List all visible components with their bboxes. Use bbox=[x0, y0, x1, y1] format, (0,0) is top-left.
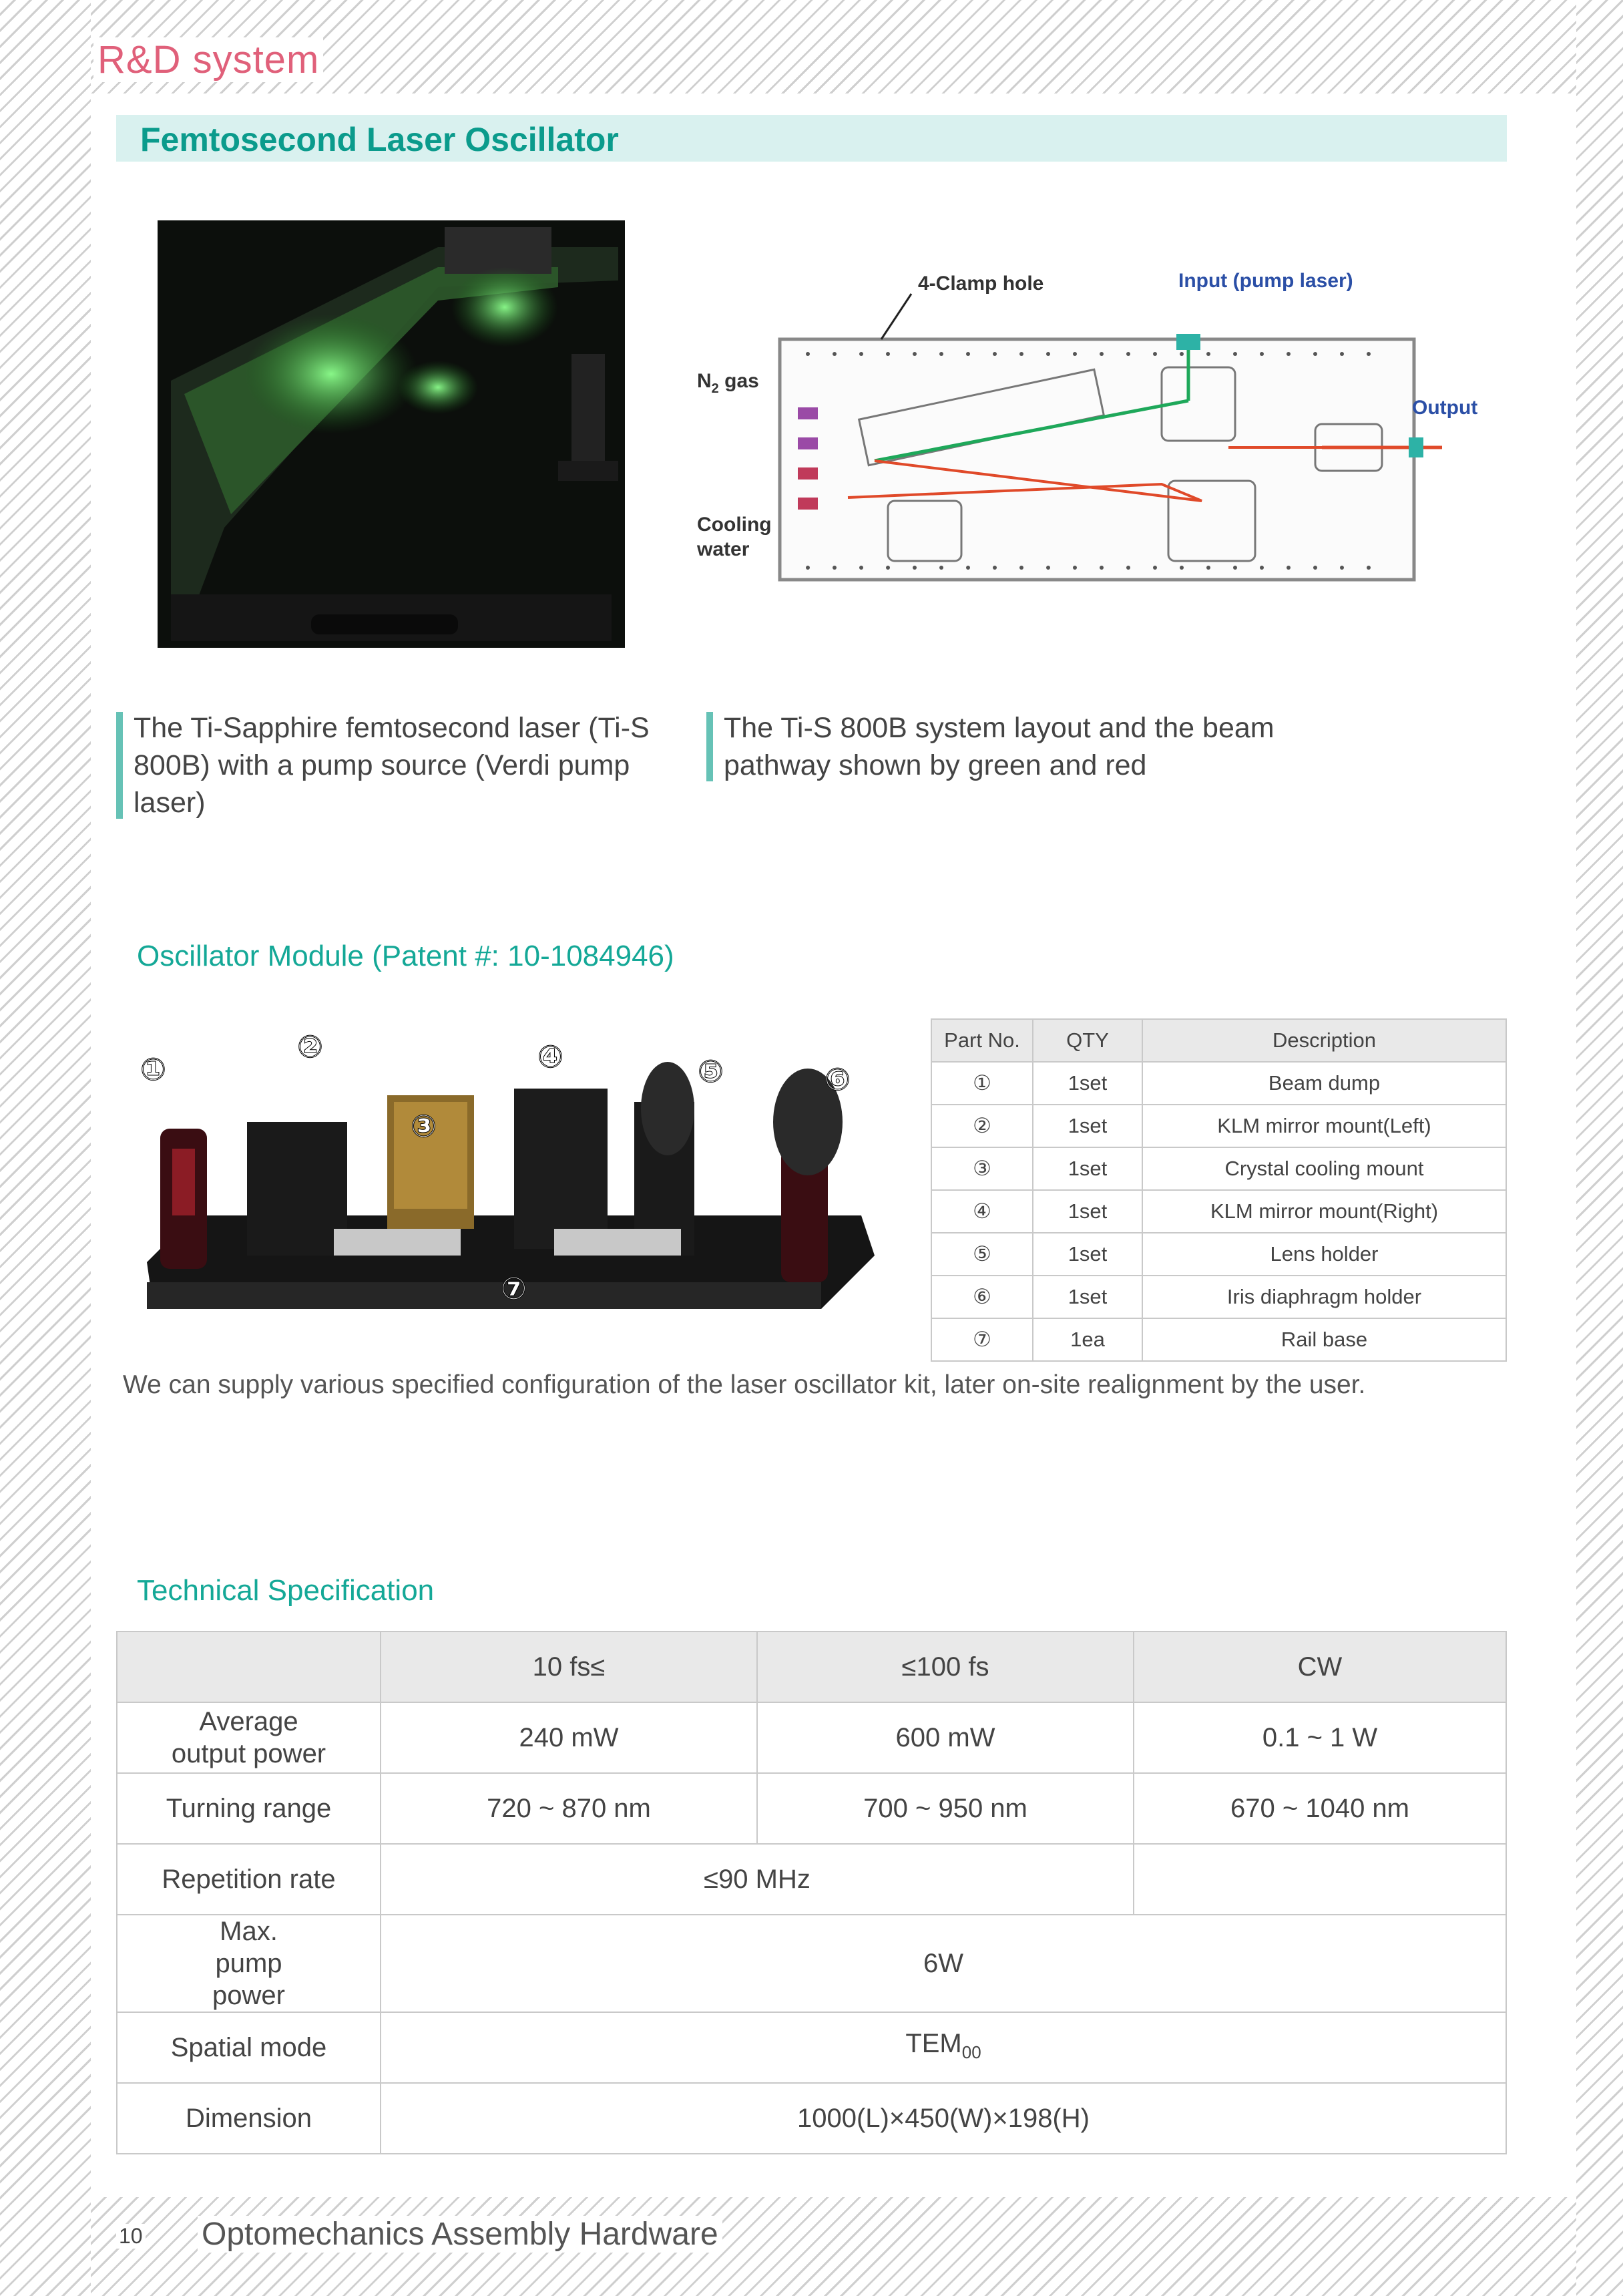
qty-cell: 1set bbox=[1033, 1062, 1142, 1105]
spec-value: 1000(L)×450(W)×198(H) bbox=[381, 2083, 1506, 2154]
part-no-cell: ⑦ bbox=[931, 1318, 1033, 1361]
page-title: Femtosecond Laser Oscillator bbox=[140, 121, 619, 158]
spec-value-cw-empty bbox=[1134, 1844, 1506, 1915]
spec-label: Turning range bbox=[117, 1773, 381, 1844]
table-row bbox=[931, 1276, 1506, 1318]
oscillator-module-heading: Oscillator Module (Patent #: 10-1084946) bbox=[137, 940, 674, 972]
spec-value: 720 ~ 870 nm bbox=[381, 1773, 757, 1844]
parts-header-description: Description bbox=[1142, 1019, 1506, 1062]
spec-row-average-power bbox=[117, 1702, 1506, 1773]
spec-label: Repetition rate bbox=[117, 1844, 381, 1915]
spec-value: 600 mW bbox=[757, 1702, 1134, 1773]
spec-row-repetition-rate bbox=[117, 1844, 1506, 1915]
n2-gas-label: $N_2$ gas bbox=[697, 370, 759, 396]
caption-layout-diagram: The Ti-S 800B system layout and the beam pathway shown by green and red bbox=[706, 709, 1365, 784]
spatial-mode-main: TEM bbox=[905, 2028, 962, 2058]
spec-table bbox=[116, 1631, 1507, 2154]
table-row bbox=[931, 1147, 1506, 1190]
module-marker-7: ⑦ bbox=[501, 1270, 527, 1306]
spec-row-dimension bbox=[117, 2083, 1506, 2154]
part-no-cell: ⑤ bbox=[931, 1233, 1033, 1276]
table-row bbox=[931, 1318, 1506, 1361]
spec-value: 670 ~ 1040 nm bbox=[1134, 1773, 1506, 1844]
cooling-label-line1: Cooling bbox=[697, 514, 772, 536]
module-marker-5: ⑤ bbox=[698, 1053, 724, 1089]
spec-header-cw: CW bbox=[1134, 1632, 1506, 1702]
part-no-cell: ④ bbox=[931, 1190, 1033, 1233]
module-marker-2: ② bbox=[297, 1028, 323, 1065]
module-marker-3: ③ bbox=[411, 1108, 437, 1144]
spec-row-tuning-range bbox=[117, 1773, 1506, 1844]
laser-photo-illustration bbox=[158, 220, 625, 648]
qty-cell: 1ea bbox=[1033, 1318, 1142, 1361]
table-row bbox=[931, 1105, 1506, 1147]
spec-header-row bbox=[117, 1632, 1506, 1702]
clamp-hole-label: 4-Clamp hole bbox=[918, 272, 1044, 295]
table-row bbox=[931, 1190, 1506, 1233]
spec-value: 0.1 ~ 1 W bbox=[1134, 1702, 1506, 1773]
spec-header-10fs: 10 fs≤ bbox=[381, 1632, 757, 1702]
qty-cell: 1set bbox=[1033, 1147, 1142, 1190]
table-row bbox=[931, 1062, 1506, 1105]
spec-label: Max. pump power bbox=[117, 1915, 381, 2012]
title-band bbox=[116, 115, 1507, 162]
description-cell: Beam dump bbox=[1142, 1062, 1506, 1105]
system-layout-diagram bbox=[681, 260, 1489, 594]
part-no-cell: ③ bbox=[931, 1147, 1033, 1190]
brand-label: R&D system bbox=[93, 37, 323, 82]
spec-value bbox=[381, 2012, 1506, 2083]
parts-header-part-no: Part No. bbox=[931, 1019, 1033, 1062]
qty-cell: 1set bbox=[1033, 1105, 1142, 1147]
description-cell: Lens holder bbox=[1142, 1233, 1506, 1276]
spec-value: 700 ~ 950 nm bbox=[757, 1773, 1134, 1844]
description-cell: Crystal cooling mount bbox=[1142, 1147, 1506, 1190]
description-cell: KLM mirror mount(Left) bbox=[1142, 1105, 1506, 1147]
spec-row-pump-power bbox=[117, 1915, 1506, 2012]
hatched-margin-right bbox=[1576, 0, 1623, 2296]
part-no-cell: ② bbox=[931, 1105, 1033, 1147]
spec-value: 240 mW bbox=[381, 1702, 757, 1773]
footer-title: Optomechanics Assembly Hardware bbox=[198, 2216, 722, 2253]
spec-header-blank bbox=[117, 1632, 381, 1702]
spec-label: Spatial mode bbox=[117, 2012, 381, 2083]
description-cell: KLM mirror mount(Right) bbox=[1142, 1190, 1506, 1233]
part-no-cell: ① bbox=[931, 1062, 1033, 1105]
qty-cell: 1set bbox=[1033, 1190, 1142, 1233]
description-cell: Rail base bbox=[1142, 1318, 1506, 1361]
supply-note: We can supply various specified configuration of the laser oscillator kit, later on-site realignment by the user. bbox=[123, 1370, 1366, 1399]
technical-spec-heading: Technical Specification bbox=[137, 1574, 435, 1607]
parts-table-header-row bbox=[931, 1019, 1506, 1062]
module-marker-1: ① bbox=[140, 1051, 166, 1087]
hatched-margin-left bbox=[0, 0, 91, 2296]
cooling-label-line2: water bbox=[697, 538, 750, 560]
laser-photo bbox=[158, 220, 625, 648]
parts-table bbox=[931, 1018, 1507, 1362]
spec-value: ≤90 MHz bbox=[381, 1844, 1134, 1915]
output-label: Output bbox=[1412, 397, 1478, 419]
spec-value: 6W bbox=[381, 1915, 1506, 2012]
qty-cell: 1set bbox=[1033, 1276, 1142, 1318]
qty-cell: 1set bbox=[1033, 1233, 1142, 1276]
spatial-mode-sub: 00 bbox=[961, 2042, 981, 2062]
spec-label: Dimension bbox=[117, 2083, 381, 2154]
page-number: 10 bbox=[116, 2224, 146, 2249]
module-marker-6: ⑥ bbox=[825, 1061, 851, 1097]
parts-header-qty: QTY bbox=[1033, 1019, 1142, 1062]
table-row bbox=[931, 1233, 1506, 1276]
spec-label: Average output power bbox=[117, 1702, 381, 1773]
spec-header-100fs: ≤100 fs bbox=[757, 1632, 1134, 1702]
caption-laser-photo: The Ti-Sapphire femtosecond laser (Ti-S 800B) with a pump source (Verdi pump laser) bbox=[116, 709, 668, 821]
part-no-cell: ⑥ bbox=[931, 1276, 1033, 1318]
oscillator-module-photo bbox=[140, 1015, 888, 1329]
spec-row-spatial-mode bbox=[117, 2012, 1506, 2083]
input-pump-label: Input (pump laser) bbox=[1178, 270, 1353, 292]
description-cell: Iris diaphragm holder bbox=[1142, 1276, 1506, 1318]
module-marker-4: ④ bbox=[537, 1038, 563, 1075]
